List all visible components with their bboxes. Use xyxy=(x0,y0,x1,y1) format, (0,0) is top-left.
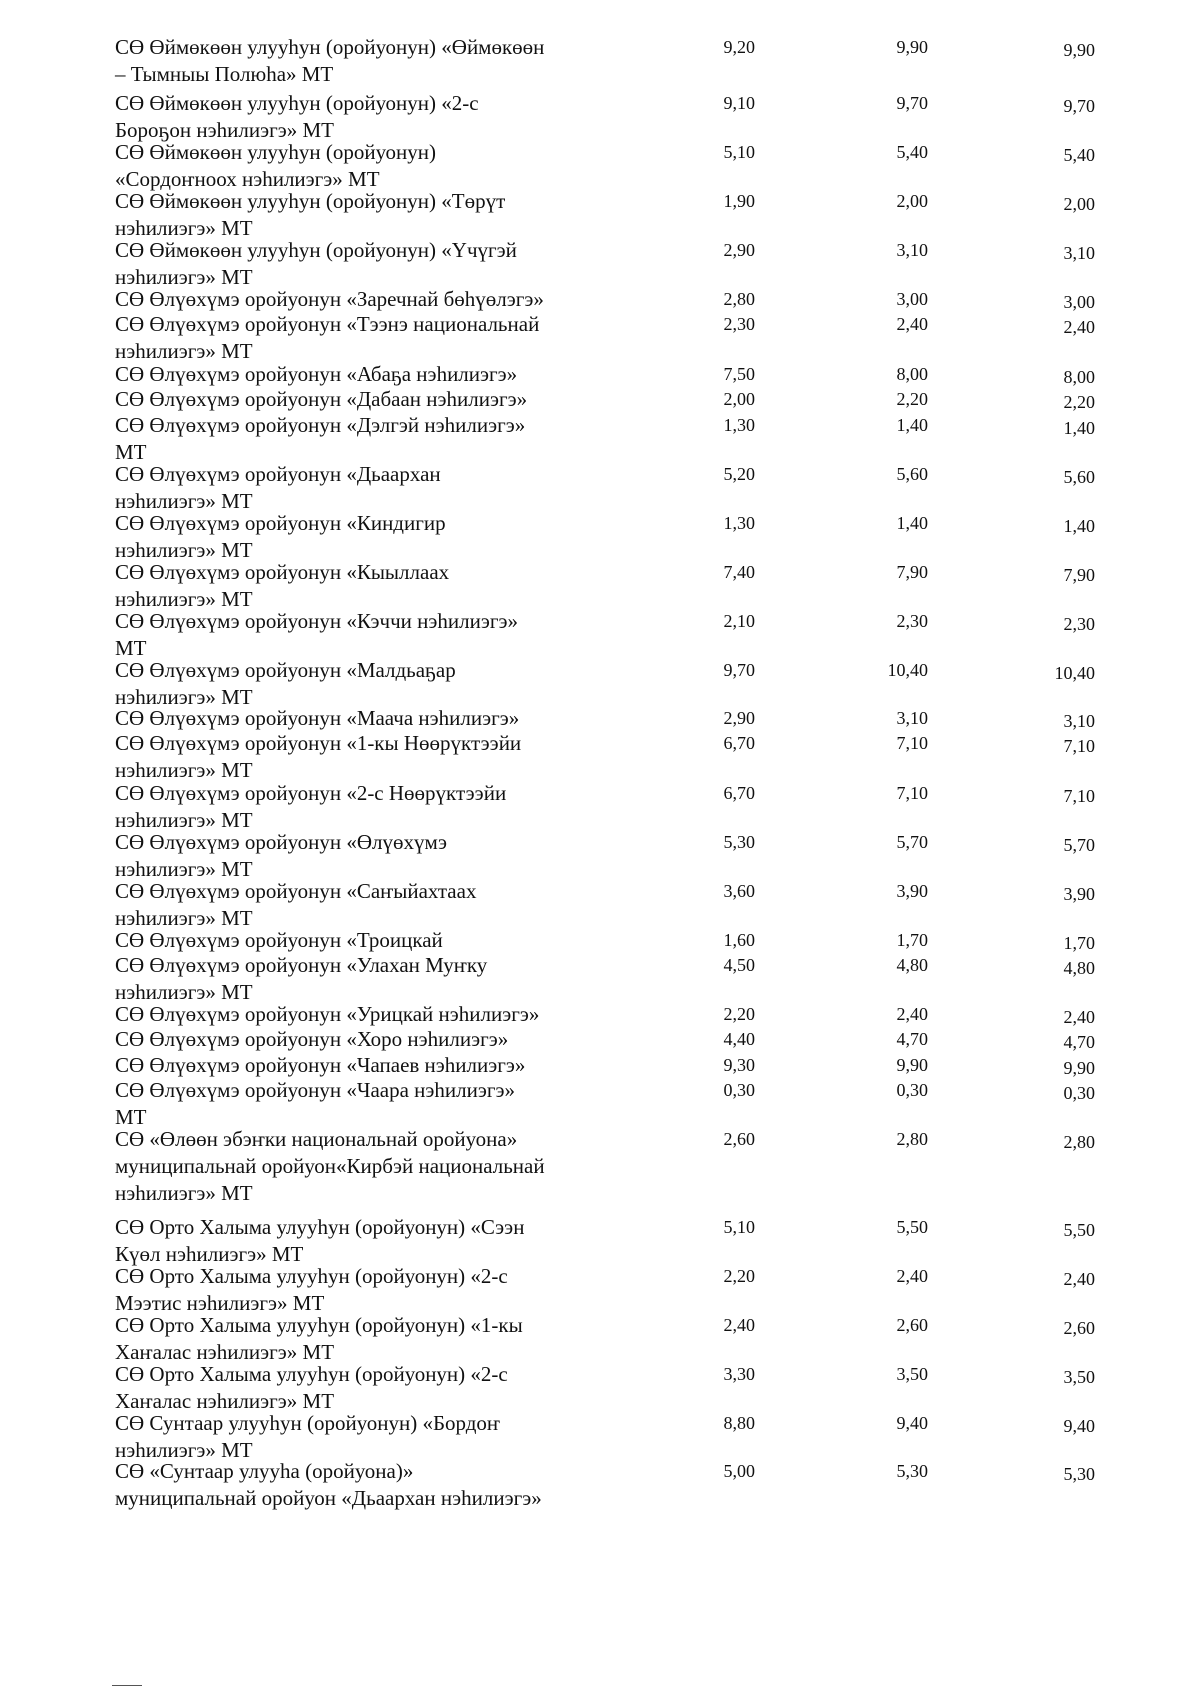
value-col-1: 6,70 xyxy=(723,733,755,753)
municipality-name: СӨ Өлүөхүмэ оройуонун «Киндигир нэһилиэгэ» МТ xyxy=(115,511,446,562)
municipality-name: СӨ Өлүөхүмэ оройуонун «1-кы Нөөрүктээйи нэһилиэгэ» МТ xyxy=(115,731,522,782)
value-col-2: 2,30 xyxy=(896,611,928,631)
value-col-2: 5,40 xyxy=(896,142,928,162)
municipality-name: СӨ Өлүөхүмэ оройуонун «Улахан Муҥку нэһилиэгэ» МТ xyxy=(115,953,488,1004)
value-col-1: 2,40 xyxy=(723,1315,755,1335)
value-col-2: 3,50 xyxy=(896,1364,928,1384)
municipality-name: СӨ Өлүөхүмэ оройуонун «Дабаан нэһилиэгэ» xyxy=(115,387,528,411)
municipality-name: СӨ Өлүөхүмэ оройуонун «Тээнэ национальнай нэһилиэгэ» МТ xyxy=(115,312,540,363)
value-col-3: 5,30 xyxy=(1063,1464,1095,1484)
value-col-2: 2,80 xyxy=(896,1129,928,1149)
value-col-3: 4,70 xyxy=(1063,1032,1095,1052)
value-col-1: 2,30 xyxy=(723,314,755,334)
value-col-3: 3,10 xyxy=(1063,243,1095,263)
value-col-2: 8,00 xyxy=(896,364,928,384)
value-col-3: 5,70 xyxy=(1063,835,1095,855)
municipality-name: СӨ Өлүөхүмэ оройуонун «Чапаев нэһилиэгэ» xyxy=(115,1053,526,1077)
value-col-2: 1,70 xyxy=(896,930,928,950)
value-col-3: 2,20 xyxy=(1063,392,1095,412)
value-col-3: 9,90 xyxy=(1063,40,1095,60)
value-col-2: 2,40 xyxy=(896,1266,928,1286)
value-col-1: 7,50 xyxy=(723,364,755,384)
value-col-1: 1,60 xyxy=(723,930,755,950)
value-col-3: 1,70 xyxy=(1063,933,1095,953)
value-col-1: 9,10 xyxy=(723,93,755,113)
municipality-name: СӨ Өлүөхүмэ оройуонун «Хоро нэһилиэгэ» xyxy=(115,1027,509,1051)
value-col-3: 2,00 xyxy=(1063,194,1095,214)
value-col-3: 5,50 xyxy=(1063,1220,1095,1240)
municipality-name: СӨ Өлүөхүмэ оройуонун «Дьаархан нэһилиэгэ» МТ xyxy=(115,462,441,513)
value-col-1: 5,10 xyxy=(723,142,755,162)
value-col-2: 1,40 xyxy=(896,415,928,435)
value-col-1: 1,30 xyxy=(723,415,755,435)
value-col-2: 2,40 xyxy=(896,1004,928,1024)
value-col-3: 3,00 xyxy=(1063,292,1095,312)
municipality-name: СӨ Өлүөхүмэ оройуонун «Урицкай нэһилиэгэ» xyxy=(115,1002,540,1026)
value-col-3: 2,40 xyxy=(1063,1007,1095,1027)
value-col-2: 3,90 xyxy=(896,881,928,901)
municipality-name: СӨ Өлүөхүмэ оройуонун «Абаҕа нэһилиэгэ» xyxy=(115,362,518,386)
value-col-2: 9,70 xyxy=(896,93,928,113)
value-col-1: 2,80 xyxy=(723,289,755,309)
value-col-3: 7,10 xyxy=(1063,786,1095,806)
value-col-2: 2,00 xyxy=(896,191,928,211)
value-col-1: 4,40 xyxy=(723,1029,755,1049)
value-col-1: 0,30 xyxy=(723,1080,755,1100)
value-col-2: 5,60 xyxy=(896,464,928,484)
value-col-1: 1,90 xyxy=(723,191,755,211)
municipality-name: СӨ Орто Халыма улууһун (оройуонун) «1-кы Хаҥалас нэһилиэгэ» МТ xyxy=(115,1313,523,1364)
value-col-1: 2,00 xyxy=(723,389,755,409)
value-col-2: 5,30 xyxy=(896,1461,928,1481)
municipality-name: СӨ Өлүөхүмэ оройуонун «Чаара нэһилиэгэ» МТ xyxy=(115,1078,516,1129)
value-col-2: 9,40 xyxy=(896,1413,928,1433)
municipality-name: СӨ Өлүөхүмэ оройуонун «Саҥыйахтаах нэһилиэгэ» МТ xyxy=(115,879,477,930)
value-col-3: 3,50 xyxy=(1063,1367,1095,1387)
municipality-name: СӨ Өлүөхүмэ оройуонун «Малдьаҕар нэһилиэгэ» МТ xyxy=(115,658,456,709)
municipality-name: СӨ «Өлөөн эбэҥки национальнай оройуона» муниципальнай оройуон«Кирбэй национальнай нэһилиэгэ» МТ xyxy=(115,1127,545,1205)
municipality-name: СӨ Өлүөхүмэ оройуонун «Маача нэһилиэгэ» xyxy=(115,706,520,730)
value-col-1: 9,20 xyxy=(723,37,755,57)
value-col-1: 5,00 xyxy=(723,1461,755,1481)
value-col-1: 2,20 xyxy=(723,1266,755,1286)
value-col-2: 4,80 xyxy=(896,955,928,975)
value-col-3: 2,30 xyxy=(1063,614,1095,634)
municipality-name: СӨ Сунтаар улууһун (оройуонун) «Бордоҥ нэһилиэгэ» МТ xyxy=(115,1411,500,1462)
value-col-1: 6,70 xyxy=(723,783,755,803)
value-col-1: 3,30 xyxy=(723,1364,755,1384)
value-col-3: 9,90 xyxy=(1063,1058,1095,1078)
value-col-2: 10,40 xyxy=(887,660,928,680)
municipality-name: СӨ Орто Халыма улууһун (оройуонун) «2-с Мээтис нэһилиэгэ» МТ xyxy=(115,1264,508,1315)
value-col-1: 5,20 xyxy=(723,464,755,484)
value-col-1: 7,40 xyxy=(723,562,755,582)
value-col-1: 2,60 xyxy=(723,1129,755,1149)
municipality-name: СӨ Өймөкөөн улууһун (оройуонун) «Өймөкөөн – Тымныы Полюһа» МТ xyxy=(115,35,545,86)
value-col-2: 9,90 xyxy=(896,37,928,57)
value-col-3: 5,60 xyxy=(1063,467,1095,487)
value-col-3: 1,40 xyxy=(1063,418,1095,438)
value-col-3: 2,40 xyxy=(1063,1269,1095,1289)
value-col-3: 9,40 xyxy=(1063,1416,1095,1436)
value-col-3: 0,30 xyxy=(1063,1083,1095,1103)
value-col-1: 5,10 xyxy=(723,1217,755,1237)
value-col-1: 4,50 xyxy=(723,955,755,975)
municipality-name: СӨ Өлүөхүмэ оройуонун «Кыыллаах нэһилиэгэ» МТ xyxy=(115,560,450,611)
value-col-2: 3,10 xyxy=(896,240,928,260)
municipality-name: СӨ Орто Халыма улууһун (оройуонун) «Сээн Күөл нэһилиэгэ» МТ xyxy=(115,1215,525,1266)
municipality-name: СӨ Өлүөхүмэ оройуонун «Троицкай xyxy=(115,928,443,952)
value-col-2: 7,10 xyxy=(896,783,928,803)
value-col-1: 1,30 xyxy=(723,513,755,533)
value-col-2: 7,90 xyxy=(896,562,928,582)
value-col-2: 3,00 xyxy=(896,289,928,309)
value-col-1: 9,30 xyxy=(723,1055,755,1075)
value-col-2: 4,70 xyxy=(896,1029,928,1049)
value-col-2: 5,70 xyxy=(896,832,928,852)
value-col-3: 9,70 xyxy=(1063,96,1095,116)
value-col-3: 2,80 xyxy=(1063,1132,1095,1152)
value-col-3: 10,40 xyxy=(1054,663,1095,683)
value-col-3: 3,10 xyxy=(1063,711,1095,731)
value-col-3: 5,40 xyxy=(1063,145,1095,165)
value-col-1: 3,60 xyxy=(723,881,755,901)
value-col-2: 1,40 xyxy=(896,513,928,533)
municipality-name: СӨ Орто Халыма улууһун (оройуонун) «2-с Хаҥалас нэһилиэгэ» МТ xyxy=(115,1362,508,1413)
municipality-name: СӨ Өлүөхүмэ оройуонун «Кэччи нэһилиэгэ» МТ xyxy=(115,609,519,660)
municipality-name: СӨ «Сунтаар улууһа (оройуона)» муниципальнай оройуон «Дьаархан нэһилиэгэ» xyxy=(115,1459,542,1510)
value-col-1: 2,10 xyxy=(723,611,755,631)
municipality-name: СӨ Өлүөхүмэ оройуонун «Өлүөхүмэ нэһилиэгэ» МТ xyxy=(115,830,448,881)
value-col-2: 0,30 xyxy=(896,1080,928,1100)
value-col-2: 9,90 xyxy=(896,1055,928,1075)
value-col-1: 5,30 xyxy=(723,832,755,852)
value-col-3: 8,00 xyxy=(1063,367,1095,387)
value-col-1: 2,20 xyxy=(723,1004,755,1024)
value-col-3: 4,80 xyxy=(1063,958,1095,978)
value-col-1: 2,90 xyxy=(723,708,755,728)
municipality-name: СӨ Өймөкөөн улууһун (оройуонун) «Сордоҥноох нэһилиэгэ» МТ xyxy=(115,140,437,191)
value-col-2: 2,60 xyxy=(896,1315,928,1335)
value-col-3: 2,40 xyxy=(1063,317,1095,337)
value-col-3: 2,60 xyxy=(1063,1318,1095,1338)
municipality-name: СӨ Өймөкөөн улууһун (оройуонун) «Төрүт нэһилиэгэ» МТ xyxy=(115,189,506,240)
page-cut-line xyxy=(112,1685,142,1686)
value-col-2: 3,10 xyxy=(896,708,928,728)
municipality-name: СӨ Өлүөхүмэ оройуонун «2-с Нөөрүктээйи нэһилиэгэ» МТ xyxy=(115,781,507,832)
municipality-name: СӨ Өймөкөөн улууһун (оройуонун) «Үчүгэй нэһилиэгэ» МТ xyxy=(115,238,517,289)
value-col-3: 7,10 xyxy=(1063,736,1095,756)
value-col-1: 9,70 xyxy=(723,660,755,680)
value-col-3: 3,90 xyxy=(1063,884,1095,904)
value-col-1: 8,80 xyxy=(723,1413,755,1433)
value-col-2: 7,10 xyxy=(896,733,928,753)
value-col-1: 2,90 xyxy=(723,240,755,260)
value-col-2: 2,20 xyxy=(896,389,928,409)
municipality-name: СӨ Өймөкөөн улууһун (оройуонун) «2-с Бороҕон нэһилиэгэ» МТ xyxy=(115,91,479,142)
value-col-3: 7,90 xyxy=(1063,565,1095,585)
municipality-name: СӨ Өлүөхүмэ оройуонун «Заречнай бөһүөлэгэ» xyxy=(115,287,544,311)
municipality-name: СӨ Өлүөхүмэ оройуонун «Дэлгэй нэһилиэгэ» МТ xyxy=(115,413,526,464)
value-col-2: 2,40 xyxy=(896,314,928,334)
value-col-3: 1,40 xyxy=(1063,516,1095,536)
value-col-2: 5,50 xyxy=(896,1217,928,1237)
